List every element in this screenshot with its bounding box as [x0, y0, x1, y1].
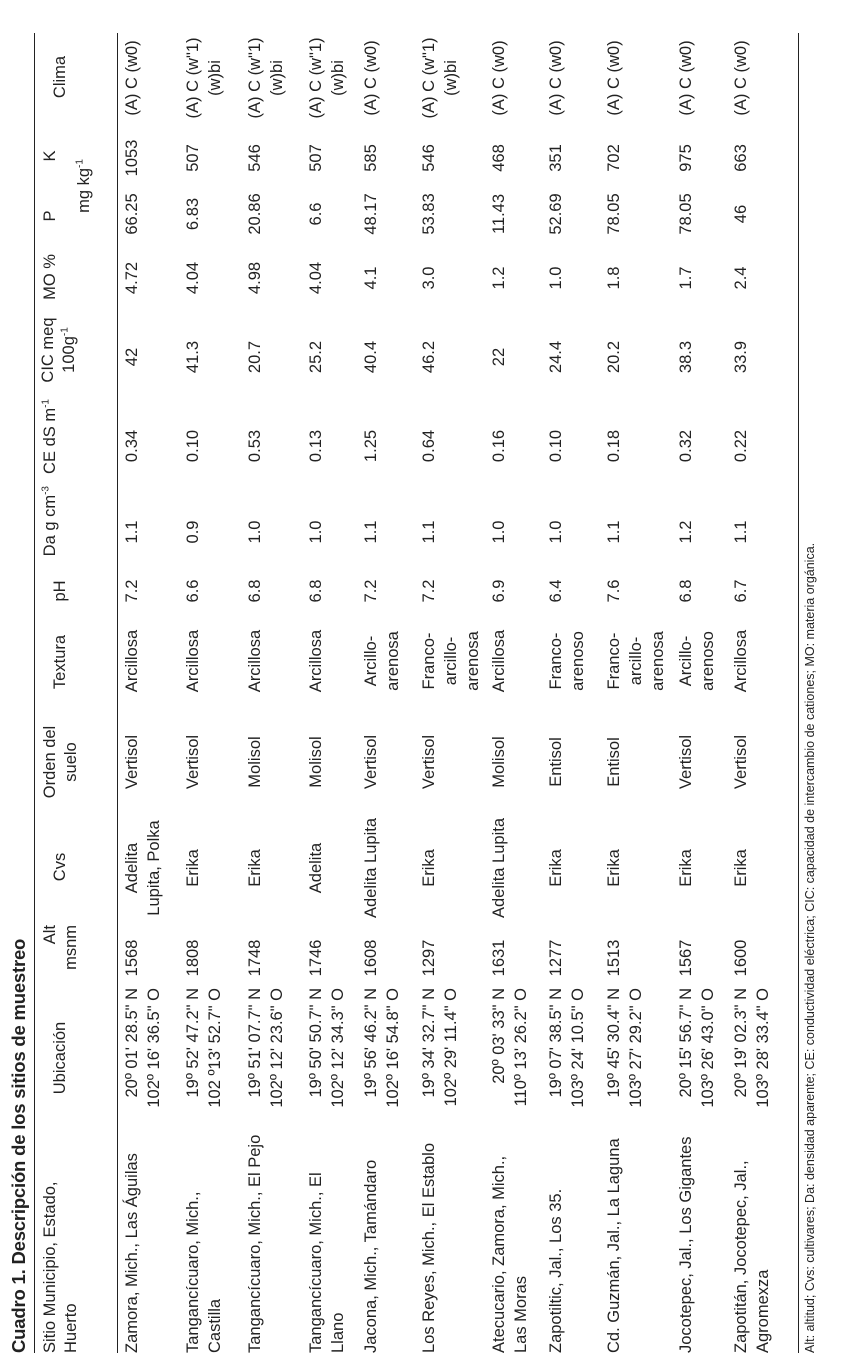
cell-p: 53.83 [420, 193, 438, 235]
cell-textura: Arcillosa [184, 629, 202, 693]
cell-k: 546 [420, 144, 438, 172]
cell-latitude: 19º 51' 07.7" N [246, 988, 264, 1098]
cell-longitude: 102º 16' 54.8" O [384, 988, 402, 1108]
header-pk-unit: mg $kg^{-1}$ [74, 159, 93, 213]
cell-orden: Molisol [246, 736, 264, 788]
cell-sitio: Zapotitán, Jocotepec, Jal., Agromexza [732, 1160, 772, 1353]
cell-mo: 4.98 [246, 261, 264, 295]
cell-k: 702 [605, 144, 623, 172]
cell-mo: 4.72 [123, 261, 141, 295]
cell-ph: 7.2 [420, 579, 438, 603]
cell-orden: Vertisol [362, 734, 380, 790]
top-rule [34, 33, 35, 1353]
footnote: Alt: altitud; Cvs: cultivares; Da: densidad aparente; CE: conductividad eléctrica; CIC: capacidad de intercambio de cationes; MO: materia orgánica. [803, 542, 817, 1353]
cell-cic: 25.2 [307, 340, 325, 374]
cell-sitio: Los Reyes, Mich., El Establo [420, 1142, 438, 1353]
cell-textura: Franco-arenoso [547, 631, 587, 691]
cell-cic: 33.9 [732, 340, 750, 374]
cell-ubicacion [418, 988, 462, 1128]
cell-cic: 42 [123, 347, 141, 367]
cell-longitude: 102º 12' 23.6" O [268, 988, 286, 1108]
cell-k: 546 [246, 144, 264, 172]
cell-ce: 0.64 [420, 429, 438, 463]
cell-latitude: 20º 15' 56.7" N [677, 988, 695, 1098]
cell-longitude: 103º 28' 33.4" O [754, 988, 772, 1108]
cell-clima: (A) C (w0) [605, 40, 623, 116]
cell-cic: 22 [490, 347, 508, 367]
cell-ubicacion [360, 988, 404, 1128]
cell-cic: 20.7 [246, 340, 264, 374]
cell-ubicacion [488, 988, 532, 1128]
cell-da: 1.0 [307, 520, 325, 544]
cell-alt: 1277 [547, 939, 565, 977]
cell-ce: 0.32 [677, 429, 695, 463]
cell-clima: (A) C (w0) [123, 40, 141, 116]
header-ce: CE dS $m^{-1}$ [40, 399, 59, 474]
cell-orden: Vertisol [732, 734, 750, 790]
cell-clima: (A) C (w0) [547, 40, 565, 116]
cell-p: 6.6 [307, 202, 325, 226]
cell-latitude: 20º 03' 33" N [490, 988, 508, 1084]
cell-k: 468 [490, 144, 508, 172]
cell-mo: 1.7 [677, 266, 695, 290]
cell-cvs: Erika [184, 849, 202, 887]
cell-mo: 1.8 [605, 266, 623, 290]
cell-longitude: 110º 13' 26.2" O [512, 988, 530, 1107]
cell-latitude: 19º 56' 46.2" N [362, 988, 380, 1098]
cell-cvs: Adelita Lupita [362, 818, 380, 918]
cell-da: 1.0 [547, 520, 565, 544]
cell-latitude: 19º 45' 30.4" N [605, 988, 623, 1098]
cell-ubicacion [121, 988, 165, 1128]
cell-da: 1.0 [490, 520, 508, 544]
cell-ubicacion [305, 988, 349, 1128]
cell-textura: Franco-arcillo-arenosa [605, 631, 667, 691]
cell-alt: 1808 [184, 939, 202, 977]
header-clima: Clima [51, 55, 69, 99]
cell-textura: Arcillosa [246, 629, 264, 693]
cell-da: 1.2 [677, 520, 695, 544]
cell-cic: 40.4 [362, 340, 380, 374]
cell-ce: 0.18 [605, 429, 623, 463]
cell-alt: 1513 [605, 939, 623, 977]
cell-cvs: Adelita Lupita [490, 818, 508, 918]
cell-sitio: Cd. Guzmán, Jal., La Laguna [605, 1138, 623, 1353]
cell-mo: 3.0 [420, 266, 438, 290]
header-textura: Textura [51, 634, 69, 690]
cell-clima: (A) C (w"1) (w)bi [246, 37, 286, 119]
bottom-rule [798, 33, 799, 1353]
cell-ce: 0.10 [184, 429, 202, 463]
cell-clima: (A) C (w0) [732, 40, 750, 116]
cell-orden: Vertisol [420, 734, 438, 790]
cell-latitude: 20º 01' 28.5" N [123, 988, 141, 1098]
cell-da: 1.1 [420, 520, 438, 544]
cell-cvs: Erika [732, 849, 750, 887]
cell-ph: 7.6 [605, 579, 623, 603]
cell-orden: Molisol [490, 736, 508, 788]
cell-sitio: Tangancícuaro, Mich., El Llano [307, 1172, 347, 1353]
cell-ce: 0.13 [307, 429, 325, 463]
cell-ph: 6.8 [307, 579, 325, 603]
cell-cvs: Adelita [307, 842, 325, 894]
cell-k: 975 [677, 144, 695, 172]
cell-k: 507 [184, 144, 202, 172]
cell-cvs: Erika [246, 849, 264, 887]
cell-da: 1.1 [605, 520, 623, 544]
cell-longitude: 103º 26' 43.0" O [699, 988, 717, 1108]
cell-cic: 38.3 [677, 340, 695, 374]
cell-ce: 0.10 [547, 429, 565, 463]
cell-orden: Entisol [547, 737, 565, 787]
cell-clima: (A) C (w0) [362, 40, 380, 116]
cell-longitude: 102º 29' 11.4" O [442, 988, 460, 1107]
cell-alt: 1297 [420, 939, 438, 977]
header-orden: Orden del suelo [41, 725, 80, 799]
cell-ubicacion [730, 988, 774, 1128]
cell-ubicacion [603, 988, 647, 1128]
header-alt: Alt msnm [41, 925, 80, 970]
cell-p: 6.83 [184, 197, 202, 231]
cell-orden: Molisol [307, 736, 325, 788]
cell-cvs: Erika [547, 849, 565, 887]
cell-cic: 24.4 [547, 340, 565, 374]
cell-longitude: 102 º13' 52.7" O [206, 988, 224, 1108]
cell-sitio: Zamora, Mich., Las Águilas [123, 1153, 141, 1353]
cell-ce: 0.22 [732, 429, 750, 463]
cell-clima: (A) C (w"1) (w)bi [184, 37, 224, 119]
cell-ubicacion [244, 988, 288, 1128]
cell-cvs: Erika [420, 849, 438, 887]
cell-p: 78.05 [677, 193, 695, 235]
cell-longitude: 102º 16' 36.5" O [145, 988, 163, 1108]
cell-ph: 6.7 [732, 579, 750, 603]
cell-sitio: Atecucario, Zamora, Mich., Las Moras [490, 1155, 530, 1353]
cell-latitude: 19º 07' 38.5" N [547, 988, 565, 1098]
cell-textura: Arcillo-arenoso [677, 631, 717, 691]
cell-longitude: 102º 12' 34.3" O [329, 988, 347, 1108]
cell-k: 663 [732, 144, 750, 172]
cell-ubicacion [545, 988, 589, 1128]
cell-ubicacion [675, 988, 719, 1128]
header-mo: MO % [41, 254, 59, 300]
cell-mo: 4.04 [184, 261, 202, 295]
cell-longitude: 103º 24' 10.5" O [569, 988, 587, 1108]
cell-clima: (A) C (w"1) (w)bi [420, 37, 460, 119]
cell-latitude: 20º 19' 02.3" N [732, 988, 750, 1098]
cell-da: 1.0 [246, 520, 264, 544]
cell-alt: 1568 [123, 939, 141, 977]
cell-mo: 4.04 [307, 261, 325, 295]
cell-ph: 7.2 [123, 579, 141, 603]
cell-alt: 1608 [362, 939, 380, 977]
cell-mo: 1.0 [547, 266, 565, 290]
header-rule [117, 33, 118, 1353]
cell-p: 48.17 [362, 193, 380, 235]
cell-textura: Arcillosa [732, 629, 750, 693]
cell-sitio: Tangancícuaro, Mich., El Pejo [246, 1134, 264, 1353]
header-ubicacion: Ubicación [51, 1021, 69, 1095]
cell-k: 507 [307, 144, 325, 172]
cell-textura: Arcillo-arenosa [362, 631, 402, 691]
cell-textura: Arcillosa [490, 629, 508, 693]
cell-ce: 1.25 [362, 429, 380, 463]
cell-ce: 0.53 [246, 429, 264, 463]
cell-alt: 1567 [677, 939, 695, 977]
cell-ph: 6.8 [677, 579, 695, 603]
cell-alt: 1746 [307, 939, 325, 977]
cell-cic: 41.3 [184, 340, 202, 374]
header-sitio: Sitio Municipio, Estado, Huerto [41, 1181, 80, 1353]
cell-ph: 7.2 [362, 579, 380, 603]
cell-da: 1.1 [732, 520, 750, 544]
cell-sitio: Tangancícuaro, Mich., Castilla [184, 1191, 224, 1353]
cell-clima: (A) C (w0) [677, 40, 695, 116]
cell-ph: 6.6 [184, 579, 202, 603]
cell-alt: 1748 [246, 939, 264, 977]
cell-k: 585 [362, 144, 380, 172]
cell-latitude: 19º 34' 32.7" N [420, 988, 438, 1098]
cell-sitio: Zapotiltic, Jal., Los 35. [547, 1188, 565, 1353]
cell-mo: 1.2 [490, 266, 508, 290]
cell-cvs: Erika [605, 849, 623, 887]
cell-k: 351 [547, 144, 565, 172]
cell-latitude: 19º 52' 47.2" N [184, 988, 202, 1098]
header-ph: pH [51, 580, 69, 602]
header-cic: CIC meq $100g^{-1}$ [39, 317, 78, 383]
cell-cic: 46.2 [420, 340, 438, 374]
cell-alt: 1600 [732, 939, 750, 977]
cell-sitio: Jocotepec, Jal., Los Gigantes [677, 1136, 695, 1353]
cell-ph: 6.8 [246, 579, 264, 603]
header-da: Da g $cm^{-3}$ [40, 486, 59, 557]
cell-orden: Vertisol [184, 734, 202, 790]
cell-clima: (A) C (w0) [490, 40, 508, 116]
cell-k: 1053 [123, 139, 141, 177]
cell-da: 1.1 [123, 520, 141, 544]
cell-p: 52.69 [547, 193, 565, 235]
cell-latitude: 19º 50' 50.7" N [307, 988, 325, 1098]
cell-textura: Arcillosa [123, 629, 141, 693]
header-cvs: Cvs [51, 852, 69, 882]
cell-clima: (A) C (w"1) (w)bi [307, 37, 347, 119]
cell-da: 1.1 [362, 520, 380, 544]
cell-textura: Arcillosa [307, 629, 325, 693]
cell-orden: Vertisol [677, 734, 695, 790]
cell-orden: Entisol [605, 737, 623, 787]
cell-p: 78.05 [605, 193, 623, 235]
cell-cvs: Adelita Lupita, Polka [123, 820, 163, 916]
cell-mo: 2.4 [732, 266, 750, 290]
header-k: K [41, 150, 59, 162]
cell-ce: 0.16 [490, 429, 508, 463]
cell-longitude: 103º 27' 29.2" O [627, 988, 645, 1108]
cell-orden: Vertisol [123, 734, 141, 790]
cell-mo: 4.1 [362, 266, 380, 290]
header-p: P [41, 210, 59, 222]
table-title: Cuadro 1. Descripción de los sitios de muestreo [8, 938, 29, 1353]
cell-sitio: Jacona, Mich., Tamándaro [362, 1159, 380, 1353]
cell-alt: 1631 [490, 939, 508, 977]
cell-ph: 6.9 [490, 579, 508, 603]
cell-cic: 20.2 [605, 340, 623, 374]
cell-textura: Franco-arcillo-arenosa [420, 631, 482, 691]
cell-cvs: Erika [677, 849, 695, 887]
cell-da: 0.9 [184, 520, 202, 544]
cell-ce: 0.34 [123, 429, 141, 463]
cell-ubicacion [182, 988, 226, 1128]
cell-p: 11.43 [490, 193, 508, 235]
cell-p: 46 [732, 204, 750, 224]
cell-p: 66.25 [123, 193, 141, 235]
cell-p: 20.86 [246, 193, 264, 235]
cell-ph: 6.4 [547, 579, 565, 603]
